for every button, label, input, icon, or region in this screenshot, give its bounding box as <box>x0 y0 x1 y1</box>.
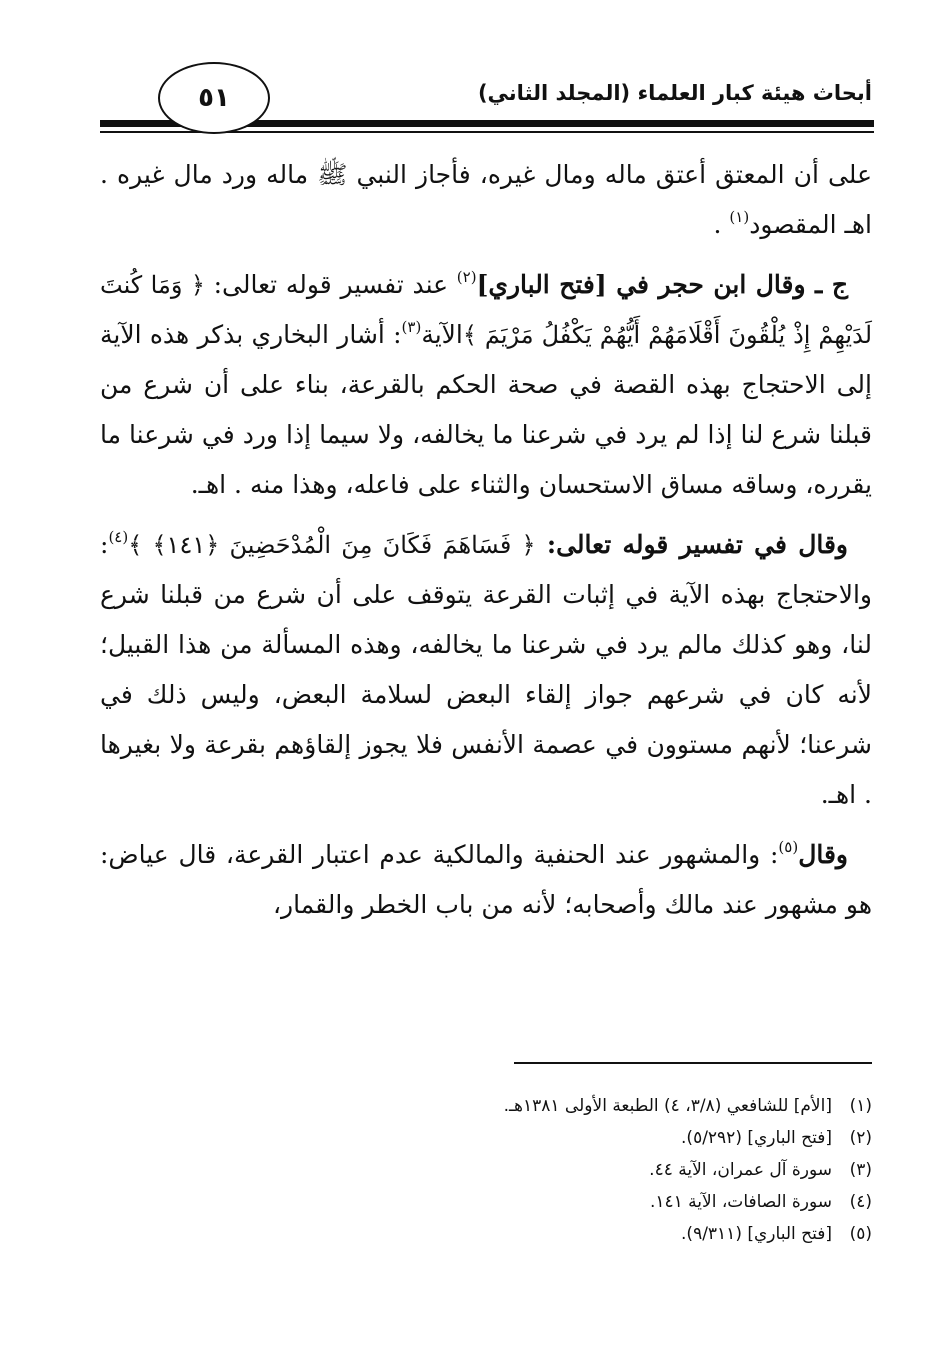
footnotes <box>100 1090 872 1250</box>
paragraph-text: : والمشهور عند الحنفية والمالكية عدم اعتبار القرعة، قال عياض: هو مشهور عند مالك وأصحابه؛ لأنه من باب الخطر والقمار، <box>100 840 872 919</box>
footnote-item <box>100 1154 872 1186</box>
footnote-item <box>100 1218 872 1250</box>
paragraph-text: عند تفسير قوله تعالى: <box>204 270 457 299</box>
page-number: ٥١ <box>198 83 230 113</box>
footnote-ref-1: (١) <box>729 208 750 226</box>
paragraph-lead: وقال في تفسير قوله تعالى: <box>535 530 848 559</box>
page-number-oval <box>158 62 270 134</box>
footnote-mark: (١) <box>849 1096 872 1116</box>
running-header-title: أبحاث هيئة كبار العلماء (المجلد الثاني) <box>477 81 872 105</box>
paragraph-lead: وقال <box>798 840 848 869</box>
verse-label: الآية <box>421 320 463 349</box>
paragraph-ibn-hajar <box>100 260 872 510</box>
paragraph-text: : أشار البخاري بذكر هذه الآية إلى الاحتجاج بهذه القصة في صحة الحكم بالقرعة، بناء على أن شرع من قبلنا شرع لنا إذا لم يرد في شرعنا ما يخالفه، ولا سيما إذا ورد في شرعنا ما يقرره، وساقه مساق الاستحسان والثناء على فاعله، وهذا منه . اهـ. <box>100 320 872 499</box>
quran-verse: ﴿ وَمَا كُنتَ لَدَيْهِمْ إِذْ يُلْقُونَ أَقْلَامَهُمْ أَيُّهُمْ يَكْفُلُ مَرْيَمَ ﴾ <box>100 271 873 349</box>
footnote-ref-3: (٣) <box>401 318 422 336</box>
footnote-text: [فتح الباري] (٩/٣١١). <box>681 1224 832 1244</box>
paragraph-text: : والاحتجاج بهذه الآية في إثبات القرعة يتوقف على أن شرع من قبلنا شرع لنا، وهو كذلك مالم يرد في شرعنا ما يخالفه، وهذه المسألة من هذا القبيل؛ لأنه كان في شرعهم جواز إلقاء البعض لسلامة البعض، وليس ذلك في شرعنا؛ لأنهم مستوون في عصمة الأنفس فلا يجوز إلقاؤهم بقرعة ولا بغيرها . اهـ. <box>100 530 872 809</box>
footnote-mark: (٣) <box>849 1160 872 1180</box>
footnote-item <box>100 1090 872 1122</box>
footnote-item <box>100 1122 872 1154</box>
paragraph-continuation <box>100 150 872 250</box>
footnote-ref-2: (٢) <box>456 268 477 286</box>
footnote-ref-4: (٤) <box>108 528 129 546</box>
footnote-text: سورة آل عمران، الآية ٤٤. <box>649 1160 832 1180</box>
footnote-text: سورة الصافات، الآية ١٤١. <box>649 1192 832 1212</box>
footnote-item <box>100 1186 872 1218</box>
paragraph-end: . <box>713 210 730 239</box>
footnote-mark: (٥) <box>849 1224 872 1244</box>
footnote-text: [الأم] للشافعي (٣/٨، ٤) الطبعة الأولى ١٣٨١هـ. <box>503 1096 832 1116</box>
footnote-separator <box>514 1062 872 1064</box>
footnote-ref-5: (٥) <box>778 838 799 856</box>
paragraph-madhhab <box>100 830 872 930</box>
paragraph-tafsir <box>100 520 872 820</box>
paragraph-lead: ج ـ وقال ابن حجر في [فتح الباري] <box>476 270 849 299</box>
footnote-mark: (٤) <box>849 1192 872 1212</box>
paragraph-text: على أن المعتق أعتق ماله ومال غيره، فأجاز النبي ﷺ ماله ورد مال غيره . اهـ المقصود <box>100 160 872 239</box>
footnote-text: [فتح الباري] (٥/٢٩٢). <box>681 1128 832 1148</box>
footnote-mark: (٢) <box>849 1128 872 1148</box>
quran-verse: ﴿ فَسَاهَمَ فَكَانَ مِنَ الْمُدْحَضِينَ ﴿١٤١﴾ ﴾ <box>128 531 536 559</box>
main-text <box>100 150 872 930</box>
